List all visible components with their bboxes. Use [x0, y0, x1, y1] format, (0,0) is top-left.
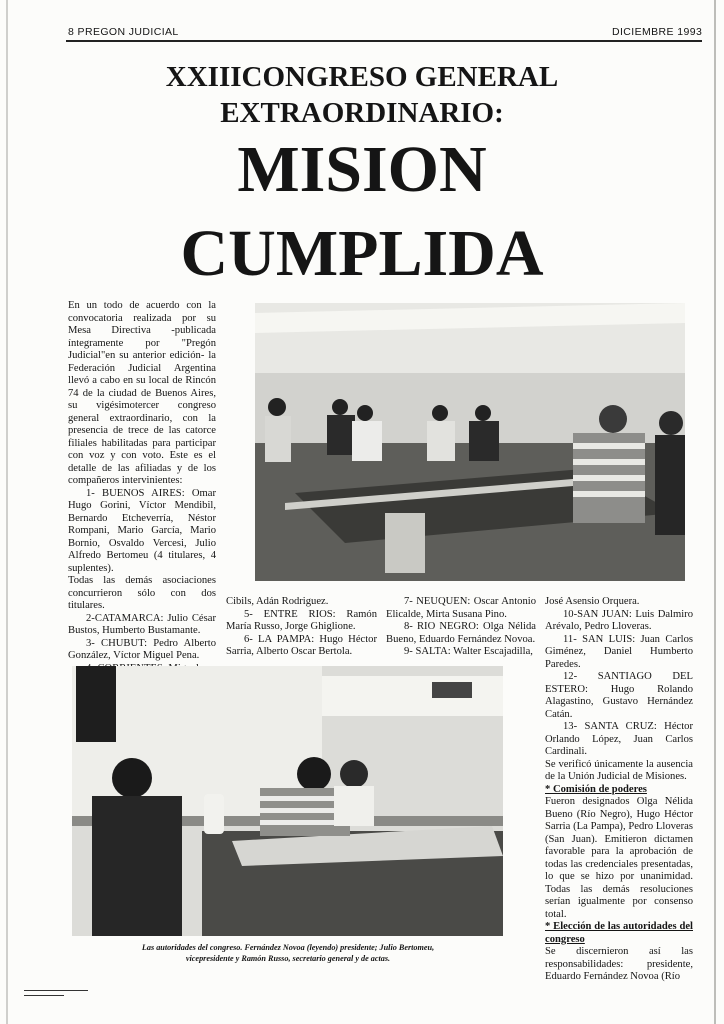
photo-caption: Las autoridades del congreso. Fernández Novoa (leyendo) presidente; Julio Bertomeu, vicepresidente y Ramón Russo, secretario general y de actas. [141, 943, 435, 963]
subheading: * Elección de las autoridades del congreso [545, 921, 693, 945]
paragraph: 13- SANTA CRUZ: Héctor Orlando López, Juan Carlos Cardinali. [545, 721, 693, 757]
page-footer-rule [24, 995, 64, 996]
paragraph: Se verificó únicamente la ausencia de la Unión Judicial de Misiones. [545, 758, 693, 782]
title-line-3: MISION [237, 133, 487, 206]
article-column-4 [545, 596, 693, 984]
paragraph: 9- SALTA: Walter Escajadilla, [404, 646, 533, 657]
title-line-2: EXTRAORDINARIO: [220, 97, 504, 129]
paragraph: 1- BUENOS AIRES: Omar Hugo Gorini, Víctor Mendibil, Bernardo Etcheverría, Néstor Rompani, Mario García, Mario Bornio, Osvaldo Vercesi, Julio Alfredo Bertomeu (4 titulares, 4 suplentes). [68, 487, 216, 574]
paragraph: 6- LA PAMPA: Hugo Héctor Sarria, Alberto Oscar Bertola. [226, 633, 377, 657]
paragraph: Fueron designados Olga Nélida Bueno (Río Negro), Hugo Héctor Sarria (La Pampa), Pedro Lloveras (San Juan). Emitieron dictamen favorable para la aprobación de todas las credenciales presentadas, lo que se hizo por unanimidad. Todas las demás resoluciones serían igualmente por consenso total. [545, 796, 693, 920]
article-column-1 [68, 300, 216, 675]
header-section: 8 PREGON JUDICIAL [68, 26, 179, 38]
title-line-1: XXIIICONGRESO GENERAL [165, 61, 559, 93]
paragraph: 5- ENTRE RIOS: Ramón María Russo, Jorge Ghiglione. [226, 608, 377, 632]
paragraph: 7- NEUQUEN: Oscar Antonio Elicalde, Mirta Susana Pino. [386, 596, 536, 620]
paragraph: 2-CATAMARCA: Julio César Bustos, Humberto Bustamante. [68, 612, 216, 636]
paragraph: Se discernieron así las responsabilidades: presidente, Eduardo Fernández Novoa (Río [545, 946, 693, 982]
paragraph: 3- CHUBUT: Pedro Alberto González, Víctor Miguel Pena. [68, 637, 216, 661]
article-column-3 [386, 596, 536, 659]
photo-congress-authorities [72, 666, 503, 936]
subheading: * Comisión de poderes [545, 783, 647, 795]
article-column-2 [226, 596, 377, 659]
paragraph: Todas las demás asociaciones concurrieron sólo con dos titulares. [68, 575, 216, 611]
photo-congress-table [255, 303, 685, 581]
paragraph: 10-SAN JUAN: Luis Dalmiro Arévalo, Pedro Lloveras. [545, 608, 693, 632]
paragraph: 11- SAN LUIS: Juan Carlos Giménez, Daniel Humberto Paredes. [545, 633, 693, 670]
header-rule [66, 40, 702, 42]
paragraph: José Asensio Orquera. [545, 596, 640, 607]
paragraph: 8- RIO NEGRO: Olga Nélida Bueno, Eduardo Fernández Novoa. [386, 621, 536, 645]
title-line-4: CUMPLIDA [180, 217, 544, 290]
paragraph: Cibils, Adán Rodriguez. [226, 596, 329, 607]
paragraph: En un todo de acuerdo con la convocatoria realizada por su Mesa Directiva -publicada íntegramente por "Pregón Judicial"en su anterior edición- la Federación Judicial Argentina llevó a cabo en su local de Rincón 74 de la ciudad de Buenos Aires, su vigésimotercer congreso general extraordinario, con la presencia de trece de las catorce filiales habilitadas para participar con voz y con voto. Este es el detalle de las afiliadas y de los compañeros intervinientes: [68, 300, 216, 486]
paragraph: 12- SANTIAGO DEL ESTERO: Hugo Rolando Alagastino, Gustavo Hernández Catán. [545, 671, 693, 720]
page-footer-rule [24, 990, 88, 991]
header-date: DICIEMBRE 1993 [612, 26, 703, 38]
